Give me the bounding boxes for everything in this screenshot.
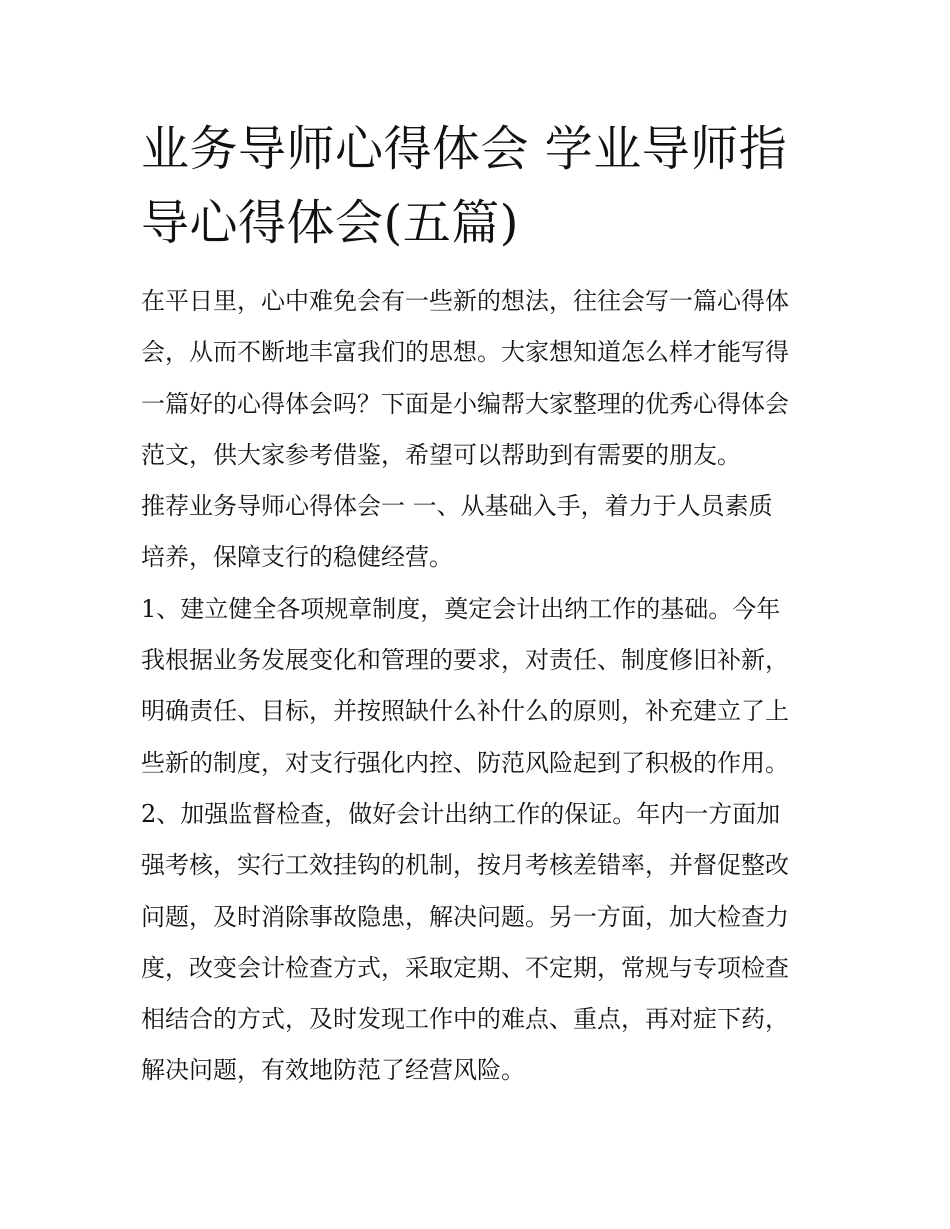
body-line: 会，从而不断地丰富我们的思想。大家想知道怎么样才能写得	[141, 338, 789, 367]
body-line: 问题，及时消除事故隐患，解决问题。另一方面，加大检查力	[141, 902, 789, 931]
body-line: 解决问题，有效地防范了经营风险。	[141, 1056, 525, 1085]
body-line: 度，改变会计检查方式，采取定期、不定期，常规与专项检查	[141, 953, 789, 982]
body-line: 培养，保障支行的稳健经营。	[141, 543, 453, 572]
body-line: 明确责任、目标，并按照缺什么补什么的原则，补充建立了上	[141, 697, 789, 726]
body-line: 1、建立健全各项规章制度，奠定会计出纳工作的基础。今年	[141, 594, 781, 623]
body-line: 2、加强监督检查，做好会计出纳工作的保证。年内一方面加	[141, 799, 781, 828]
title-line-2: 导心得体会(五篇)	[141, 195, 519, 251]
body-line: 相结合的方式，及时发现工作中的难点、重点，再对症下药，	[141, 1005, 789, 1034]
title-line-1: 业务导师心得体会 学业导师指	[141, 121, 788, 177]
body-line: 强考核，实行工效挂钩的机制，按月考核差错率，并督促整改	[141, 851, 789, 880]
body-line: 推荐业务导师心得体会一 一、从基础入手，着力于人员素质	[141, 492, 773, 521]
body-line: 在平日里，心中难免会有一些新的想法，往往会写一篇心得体	[141, 287, 789, 315]
body-line: 范文，供大家参考借鉴，希望可以帮助到有需要的朋友。	[141, 440, 741, 469]
document-title	[141, 112, 821, 260]
document-body	[141, 276, 831, 1097]
body-line: 我根据业务发展变化和管理的要求，对责任、制度修旧补新，	[141, 646, 789, 675]
body-line: 些新的制度，对支行强化内控、防范风险起到了积极的作用。	[141, 748, 789, 777]
body-line: 一篇好的心得体会吗？下面是小编帮大家整理的优秀心得体会	[141, 389, 789, 418]
